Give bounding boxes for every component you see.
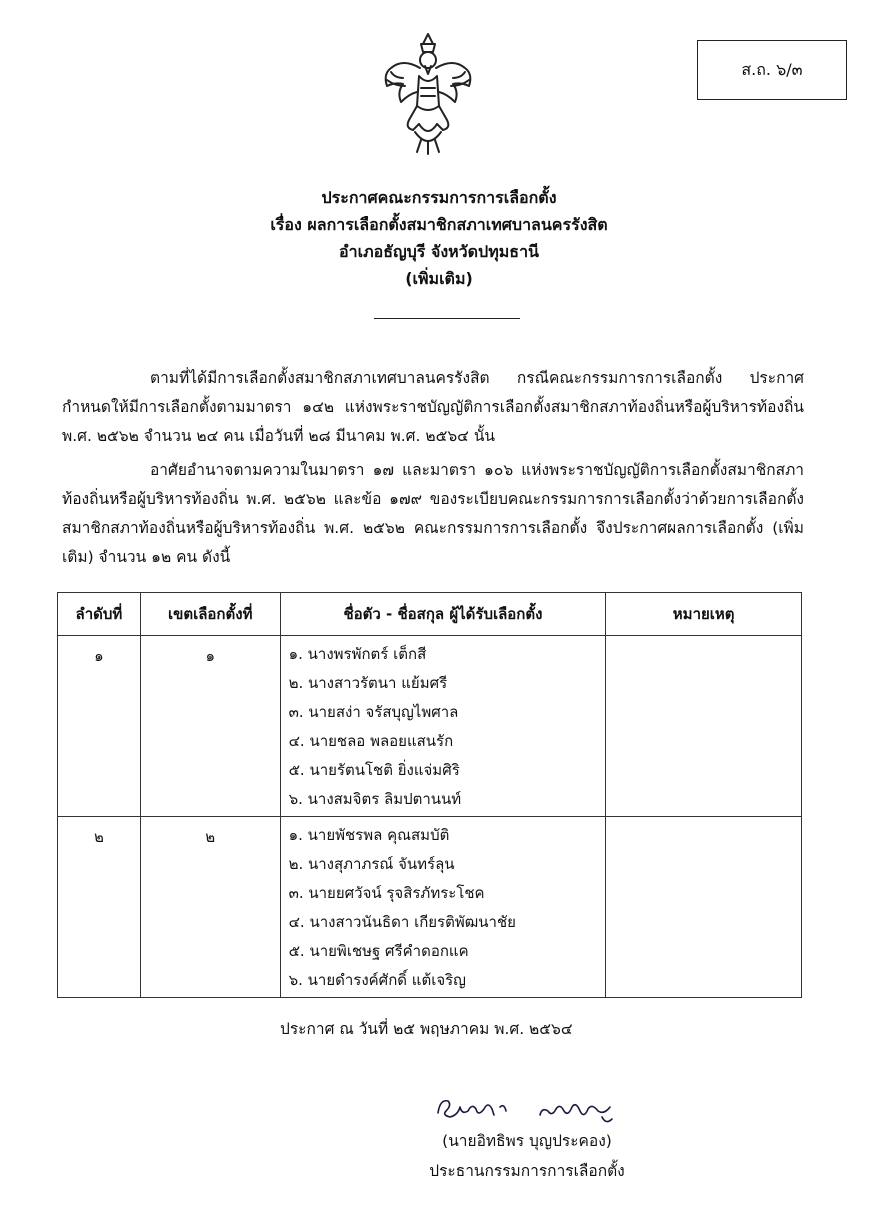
header-elected-name: ชื่อตัว - ชื่อสกุล ผู้ได้รับเลือกตั้ง: [280, 593, 606, 636]
elected-name: ๔. นายชลอ พลอยแสนรัก: [288, 732, 454, 750]
header-remarks: หมายเหตุ: [606, 593, 802, 636]
names-cell: [280, 817, 606, 998]
remarks-cell: [606, 817, 802, 998]
authority-paragraph-text: อาศัยอำนาจตามความในมาตรา ๑๗ และมาตรา ๑๐๖ แห่งพระราชบัญญัติการเลือกตั้งสมาชิกสภาท้องถิ่นหรือผู้บริหารท้องถิ่น พ.ศ. ๒๕๖๒ และข้อ ๑๗๙ ของระเบียบคณะกรรมการการเลือกตั้งว่าด้วยการเลือกตั้งสมาชิกสภาท้องถิ่นหรือผู้บริหารท้องถิ่น พ.ศ. ๒๕๖๒ คณะกรรมการการเลือกตั้ง จึงประกาศผลการเลือกตั้ง (เพิ่มเติม) จำนวน ๑๒ คน ดังนี้: [62, 461, 804, 566]
elected-name: ๖. นายดำรงค์ศักดิ์ แต้เจริญ: [288, 971, 466, 989]
signer-name: (นายอิทธิพร บุญประคอง): [442, 1132, 612, 1150]
title-line: ประกาศคณะกรรมการการเลือกตั้ง: [321, 188, 557, 207]
district-cell: ๒: [140, 817, 280, 998]
announcement-date: ประกาศ ณ วันที่ ๒๕ พฤษภาคม พ.ศ. ๒๕๖๔: [280, 1020, 573, 1038]
elected-name: ๑. นางพรพักตร์ เต็กสี: [288, 645, 427, 663]
title-line: เรื่อง ผลการเลือกตั้งสมาชิกสภาเทศบาลนครรังสิต: [270, 215, 608, 234]
elected-name: ๖. นางสมจิตร ลิมปตานนท์: [288, 790, 462, 808]
remarks-cell: [606, 636, 802, 817]
title-line: (เพิ่มเติม): [405, 269, 473, 288]
signer-title: ประธานกรรมการการเลือกตั้ง: [429, 1162, 625, 1180]
intro-paragraph-text: ตามที่ได้มีการเลือกตั้งสมาชิกสภาเทศบาลนครรังสิต กรณีคณะกรรมการการเลือกตั้ง ประกาศกำหนดให้มีการเลือกตั้งตามมาตรา ๑๔๒ แห่งพระราชบัญญัติการเลือกตั้งสมาชิกสภาท้องถิ่นหรือผู้บริหารท้องถิ่น พ.ศ. ๒๕๖๒ จำนวน ๒๔ คน เมื่อวันที่ ๒๘ มีนาคม พ.ศ. ๒๕๖๔ นั้น: [62, 369, 804, 445]
table-header-row: [58, 593, 802, 636]
table-row: [58, 636, 802, 817]
results-table: [57, 592, 802, 998]
header-district: เขตเลือกตั้งที่: [140, 593, 280, 636]
table-row: [58, 817, 802, 998]
signer-block: [422, 1126, 632, 1186]
elected-name: ๓. นายยศวัจน์ รุจสิรภัทระโชค: [288, 884, 485, 902]
order-cell: ๒: [58, 817, 141, 998]
elected-name: ๒. นางสาวรัตนา แย้มศรี: [288, 674, 448, 692]
elected-name: ๔. นางสาวนันธิดา เกียรติพัฒนาชัย: [288, 913, 516, 931]
intro-paragraph: [62, 364, 804, 451]
elected-name: ๑. นายพัชรพล คุณสมบัติ: [288, 826, 450, 844]
order-cell: ๑: [58, 636, 141, 817]
announcement-title: [0, 184, 878, 292]
title-divider: [374, 318, 520, 319]
garuda-emblem-icon: [373, 28, 483, 158]
elected-name: ๕. นายรัตนโชติ ยิ่งแจ่มศิริ: [288, 761, 460, 779]
authority-paragraph: [62, 456, 804, 572]
header-order: ลำดับที่: [58, 593, 141, 636]
elected-name: ๓. นายสง่า จรัสบุญไพศาล: [288, 703, 459, 721]
title-line: อำเภอธัญบุรี จังหวัดปทุมธานี: [339, 242, 539, 261]
elected-name: ๕. นายพิเชษฐ ศรีคำดอกแค: [288, 942, 469, 960]
form-code-box: [697, 40, 847, 100]
names-cell: [280, 636, 606, 817]
district-cell: ๑: [140, 636, 280, 817]
form-code: ส.ถ. ๖/๓: [741, 59, 803, 79]
elected-name: ๒. นางสุภาภรณ์ จันทร์ลุน: [288, 855, 455, 873]
